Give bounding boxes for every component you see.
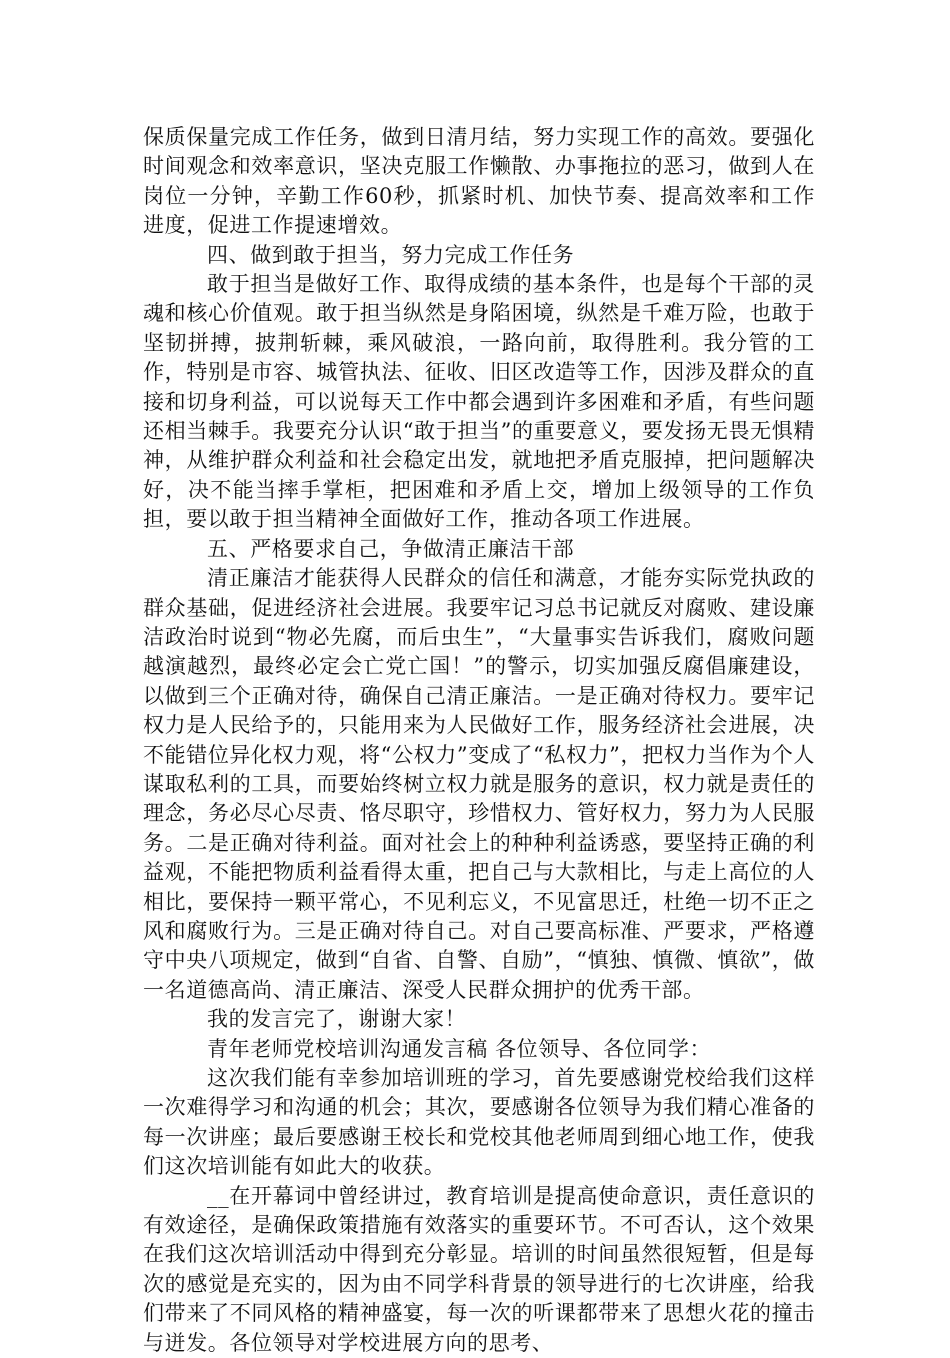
paragraph-training: __在开幕词中曾经讲过，教育培训是提高使命意识，责任意识的有效途径，是确保政策措施有效落实的重要环节。不可否认，这个效果在我们这次培训活动中得到充分彰显。培训的时间虽然很短暂，但是每次的感觉是充实的，因为由不同学科背景的领导进行的七次讲座，给我们带来了不同风格的精神盛宴，每一次的听课都带来了思想火花的撞击与迸发。各位领导对学校进展方向的思考、 [143,1183,815,1355]
document-body [143,123,815,1358]
paragraph-thanks: 这次我们能有幸参加培训班的学习，首先要感谢党校给我们这样一次难得学习和沟通的机会；其次，要感谢各位领导为我们精心准备的每一次讲座；最后要感谢王校长和党校其他老师周到细心地工作，使我们这次培训能有如此大的收获。 [143,1066,815,1179]
section-heading-4: 四、做到敢于担当，努力完成工作任务 [207,242,575,267]
paragraph-continuation: 保质保量完成工作任务，做到日清月结，努力实现工作的高效。要强化时间观念和效率意识，坚决克服工作懒散、办事拖拉的恶习，做到人在岗位一分钟，辛勤工作60秒，抓紧时机、加快节奏、提高效率和工作进度，促进工作提速增效。 [143,125,815,238]
speech-title: 青年老师党校培训沟通发言稿 各位领导、各位同学： [207,1036,712,1061]
paragraph-integrity: 清正廉洁才能获得人民群众的信任和满意，才能夯实际党执政的群众基础，促进经济社会进展。我要牢记习总书记就反对腐败、建设廉洁政治时说到“物必先腐，而后虫生”，“大量事实告诉我们，腐败问题越演越烈，最终必定会亡党亡国！”的警示，切实加强反腐倡廉建设，以做到三个正确对待，确保自己清正廉洁。一是正确对待权力。要牢记权力是人民给予的，只能用来为人民做好工作，服务经济社会进展，决不能错位异化权力观，将“公权力”变成了“私权力”，把权力当作为个人谋取私利的工具，而要始终树立权力就是服务的意识，权力就是责任的理念，务必尽心尽责、恪尽职守，珍惜权力、管好权力，努力为人民服务。二是正确对待利益。面对社会上的种种利益诱惑，要坚持正确的利益观，不能把物质利益看得太重，把自己与大款相比，与走上高位的人相比，要保持一颗平常心，不见利忘义，不见富思迁，杜绝一切不正之风和腐败行为。三是正确对待自己。对自己要高标准、严要求，严格遵守中央八项规定，做到“自省、自警、自励”，“慎独、慎微、慎欲”，做一名道德高尚、清正廉洁、深受人民群众拥护的优秀干部。 [143,566,815,1002]
paragraph-courage: 敢于担当是做好工作、取得成绩的基本条件，也是每个干部的灵魂和核心价值观。敢于担当纵然是身陷困境，纵然是千难万险，也敢于坚韧拼搏，披荆斩棘，乘风破浪，一路向前，取得胜利。我分管的工作，特别是市容、城管执法、征收、旧区改造等工作，因涉及群众的直接和切身利益，可以说每天工作中都会遇到许多困难和矛盾，有些问题还相当棘手。我要充分认识“敢于担当”的重要意义，要发扬无畏无惧精神，从维护群众利益和社会稳定出发，就地把矛盾克服掉，把问题解决好，决不能当摔手掌柜，把困难和矛盾上交，增加上级领导的工作负担，要以敢于担当精神全面做好工作，推动各项工作进展。 [143,272,815,532]
paragraph-closing: 我的发言完了，谢谢大家！ [207,1007,467,1032]
section-heading-5: 五、严格要求自己，争做清正廉洁干部 [207,536,575,561]
